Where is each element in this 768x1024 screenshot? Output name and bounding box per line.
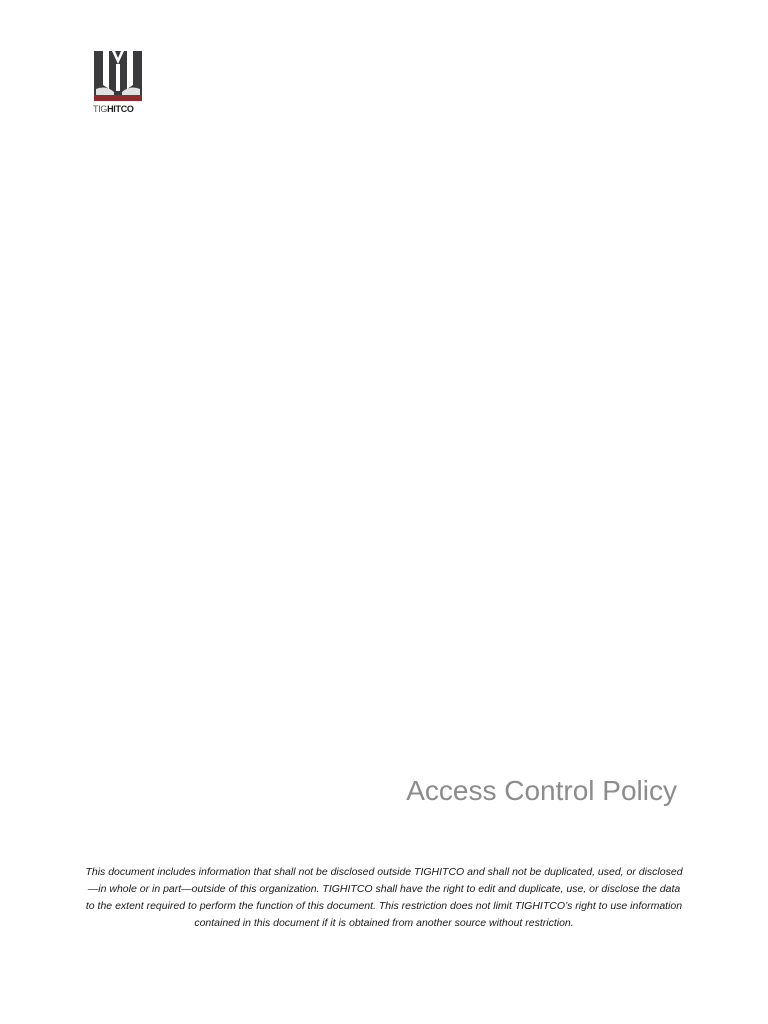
logo-wordmark bbox=[93, 103, 145, 115]
logo-text-bold: HITCO bbox=[107, 104, 134, 114]
confidentiality-disclaimer: This document includes information that shall not be disclosed outside TIGHITCO and shall not be duplicated, used, or disclosed—in whole or in part—outside of this organization. TIGHITCO shall have the right to edit and duplicate, use, or disclose the data to the extent required to perform the function of this document. This restriction does not limit TIGHITCO’s right to use information contained in this document if it is obtained from another source without restriction. bbox=[85, 866, 683, 929]
logo-mark-icon bbox=[94, 51, 142, 101]
company-logo bbox=[93, 51, 145, 115]
document-title: Access Control Policy bbox=[406, 775, 677, 806]
logo-text-light: TIG bbox=[93, 104, 108, 114]
